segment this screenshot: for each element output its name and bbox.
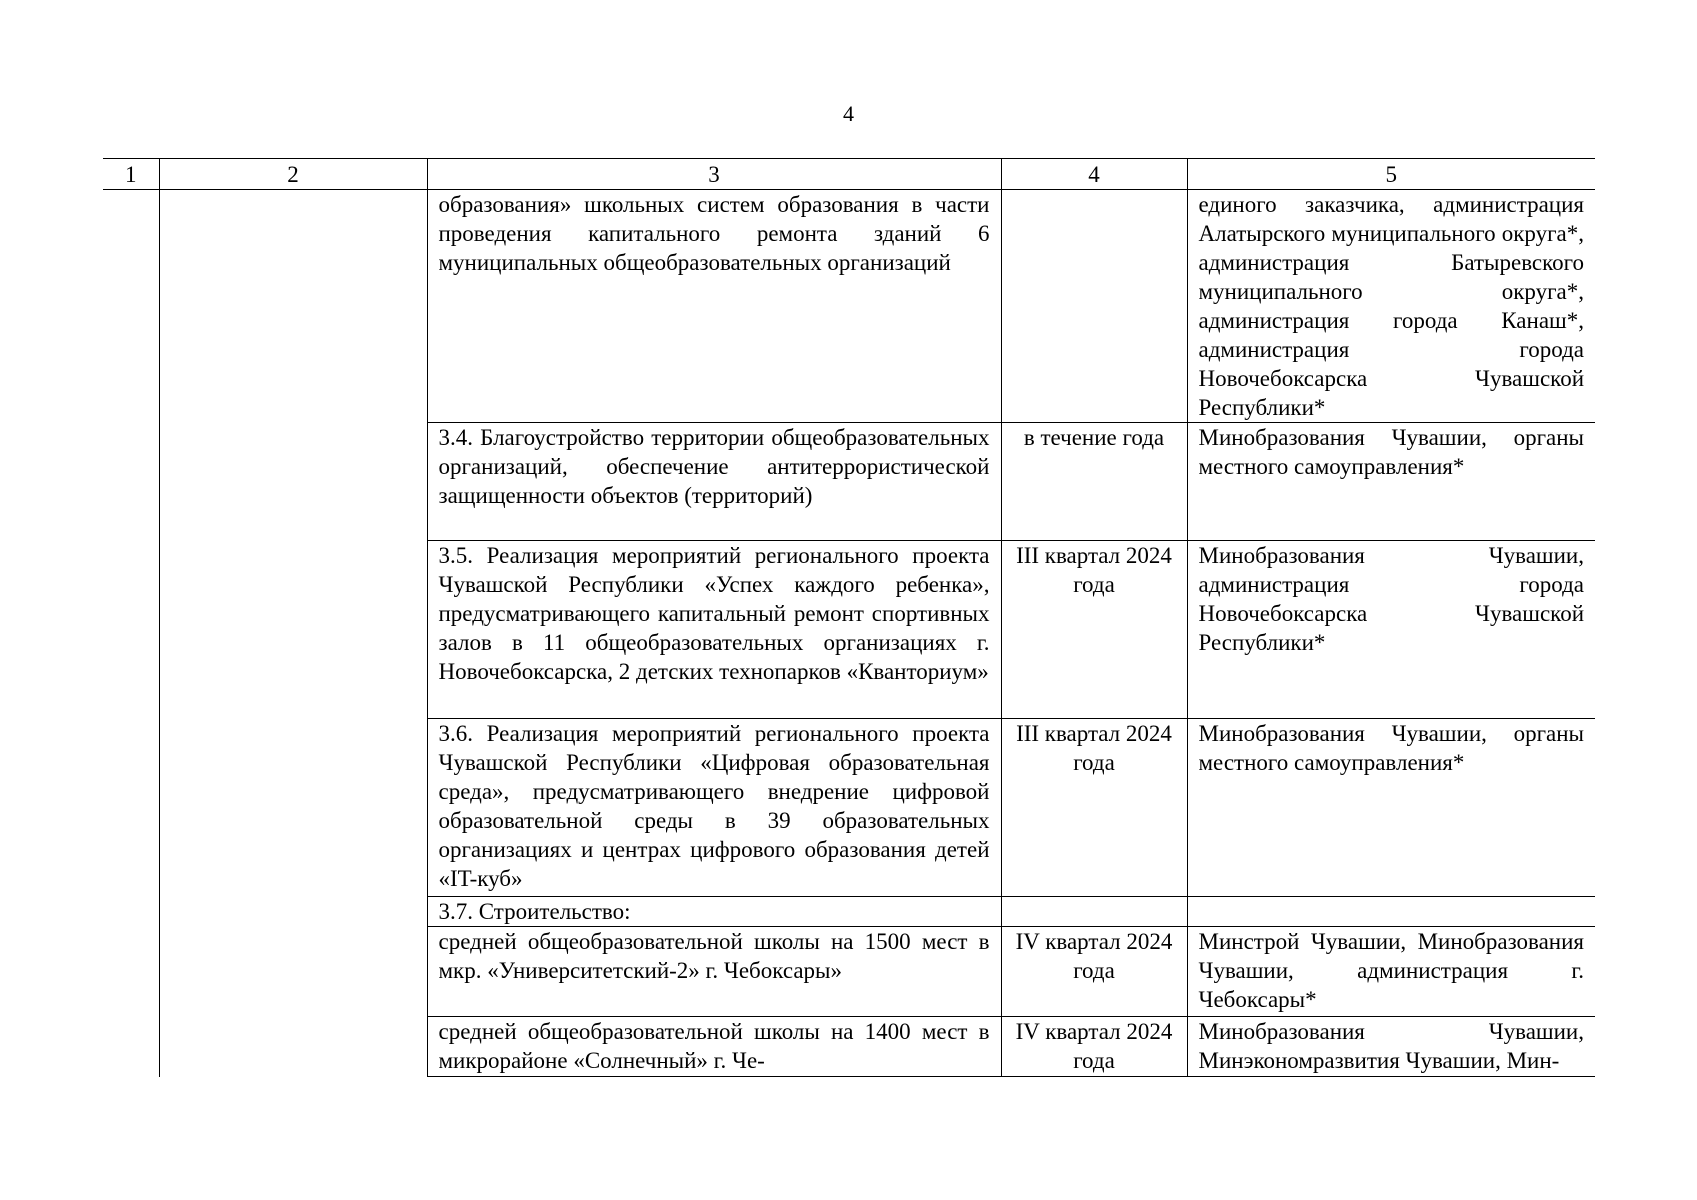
col-2-cell (159, 190, 427, 1077)
measure-cell: средней общеобразовательной школы на 1400 мест в микрорайоне «Солнечный» г. Че- (427, 1017, 1001, 1077)
deadline-cell: IV квартал 2024 года (1001, 1017, 1187, 1077)
measure-cell: 3.5. Реализация мероприятий регионального проекта Чувашской Республики «Успех каждого ребенка», предусматривающего капитальный ремонт спортивных залов в 11 общеобразовательных организациях г. Новочебоксарска, 2 детских технопарков «Кванториум» (427, 541, 1001, 719)
deadline-cell: III квартал 2024 года (1001, 541, 1187, 719)
table-header-row (103, 159, 1595, 190)
measure-cell: 3.4. Благоустройство территории общеобразовательных организаций, обеспечение антитеррористической защищенности объектов (территорий) (427, 423, 1001, 541)
deadline-cell (1001, 190, 1187, 423)
responsible-cell: единого заказчика, администрация Алатырского муниципального округа*, администрация Батыревского муниципального округа*, администрация города Канаш*, администрация города Новочебоксарска Чувашской Республики* (1187, 190, 1595, 423)
header-col-3: 3 (427, 159, 1001, 190)
measure-cell: образования» школьных систем образования в части проведения капитального ремонта зданий 6 муниципальных общеобразовательных организаций (427, 190, 1001, 423)
measures-table (103, 158, 1595, 1077)
table-row (103, 190, 1595, 423)
deadline-cell: IV квартал 2024 года (1001, 927, 1187, 1017)
responsible-cell: Минстрой Чувашии, Минобразования Чувашии, администрация г. Чебоксары* (1187, 927, 1595, 1017)
deadline-cell (1001, 897, 1187, 927)
deadline-cell: III квартал 2024 года (1001, 719, 1187, 897)
responsible-cell (1187, 897, 1595, 927)
measure-cell: 3.7. Строительство: (427, 897, 1001, 927)
header-col-5: 5 (1187, 159, 1595, 190)
col-1-cell (103, 190, 159, 1077)
header-col-2: 2 (159, 159, 427, 190)
measure-cell: 3.6. Реализация мероприятий регионального проекта Чувашской Республики «Цифровая образовательная среда», предусматривающего внедрение цифровой образовательной среды в 39 образовательных организациях и центрах цифрового образования детей «IT-куб» (427, 719, 1001, 897)
responsible-cell: Минобразования Чувашии, администрация города Новочебоксарска Чувашской Республики* (1187, 541, 1595, 719)
header-col-1: 1 (103, 159, 159, 190)
page-number: 4 (843, 101, 854, 126)
responsible-cell: Минобразования Чувашии, органы местного самоуправления* (1187, 423, 1595, 541)
responsible-cell: Минобразования Чувашии, Минэкономразвития Чувашии, Мин- (1187, 1017, 1595, 1077)
responsible-cell: Минобразования Чувашии, органы местного самоуправления* (1187, 719, 1595, 897)
measure-cell: средней общеобразовательной школы на 1500 мест в мкр. «Университетский-2» г. Чебоксары» (427, 927, 1001, 1017)
header-col-4: 4 (1001, 159, 1187, 190)
deadline-cell: в течение года (1001, 423, 1187, 541)
